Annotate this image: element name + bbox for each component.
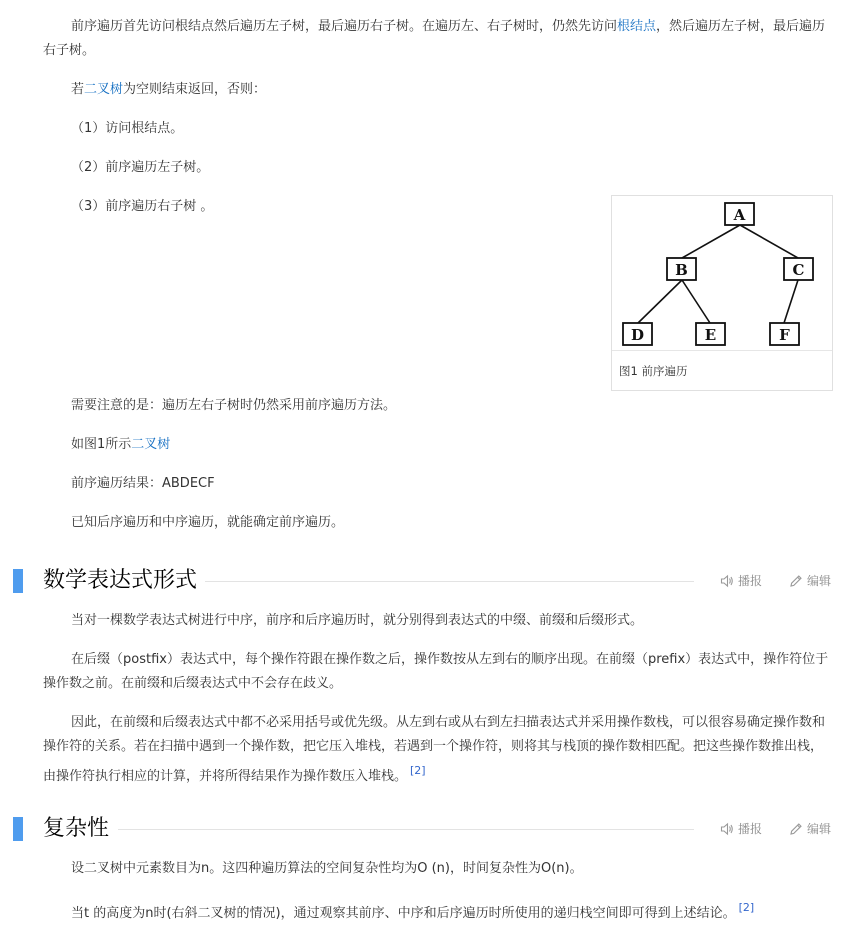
play-button[interactable]: 播报 <box>720 573 762 589</box>
edge-c-f <box>784 280 798 323</box>
section2-paragraph-2: 当t 的高度为n时(右斜二叉树的情况)，通过观察其前序、中序和后序遍历时所使用的递归栈空间即可得到上述结论。 [2] <box>71 901 755 921</box>
binary-tree-figure[interactable] <box>611 195 833 391</box>
node-d-label: D <box>630 326 645 344</box>
section-heading-math-expression <box>0 567 859 597</box>
section-title: 数学表达式形式 <box>43 568 198 593</box>
figure-reference-paragraph: 如图1所示二叉树 <box>71 437 171 452</box>
node-f-label: F <box>779 326 790 344</box>
section1-paragraph-3: 因此，在前缀和后缀表达式中都不必采用括号或优先级。从左到右或从右到左扫描表达式并采用操作数栈，可以很容易确定操作数和操作符的关系。若在扫描中遇到一个操作数，把它压入堆栈，若遇到一个操作符，则将其与栈顶的操作数相匹配。把这些操作数推出栈，由操作符执行相应的计算，并将所得结果作为操作数压入堆栈。 [2] <box>43 715 826 784</box>
node-b-label: B <box>675 261 688 279</box>
edge-a-b <box>682 225 740 258</box>
node-e-label: E <box>704 326 717 344</box>
heading-accent-bar <box>13 817 23 841</box>
edge-a-c <box>740 225 798 258</box>
node-c-label: C <box>792 261 805 279</box>
binary-tree-diagram <box>612 196 832 350</box>
section1-paragraph-2: 在后缀（postfix）表达式中，每个操作符跟在操作数之后，操作数按从左到右的顺序出现。在前缀（prefix）表达式中，操作符位于操作数之前。在前缀和后缀表达式中不会存在歧义。 <box>43 652 829 691</box>
edge-b-d <box>638 280 682 323</box>
section-title: 复杂性 <box>43 816 110 841</box>
heading-accent-bar <box>13 569 23 593</box>
speaker-icon <box>720 822 734 836</box>
reference-link-2[interactable]: [2] <box>410 764 426 777</box>
figure-caption-text: 图1 前序遍历 <box>619 364 688 378</box>
edit-button[interactable]: 编辑 <box>789 573 831 589</box>
section-heading-complexity <box>0 815 859 845</box>
section1-paragraph-1: 当对一棵数学表达式树进行中序，前序和后序遍历时，就分别得到表达式的中缀、前缀和后缀形式。 <box>71 613 644 628</box>
figure-caption <box>612 350 832 391</box>
known-paragraph: 已知后序遍历和中序遍历，就能确定前序遍历。 <box>71 515 345 530</box>
intro-paragraph-1: 前序遍历首先访问根结点然后遍历左子树，最后遍历右子树。在遍历左、右子树时，仍然先访问根结点，然后遍历左子树，最后遍历右子树。 <box>43 19 826 58</box>
pencil-icon <box>789 822 803 836</box>
root-node-link[interactable]: 根结点 <box>617 19 657 34</box>
result-paragraph: 前序遍历结果：ABDECF <box>71 476 215 491</box>
binary-tree-link-2[interactable]: 二叉树 <box>131 437 171 452</box>
binary-tree-link[interactable]: 二叉树 <box>84 82 124 97</box>
edge-b-e <box>682 280 710 323</box>
edit-button[interactable]: 编辑 <box>789 821 831 837</box>
step-1: （1）访问根结点。 <box>71 121 184 136</box>
reference-link-2[interactable]: [2] <box>738 901 755 914</box>
intro-paragraph-2: 若二叉树为空则结束返回，否则： <box>71 82 267 97</box>
heading-divider <box>118 829 694 830</box>
heading-divider <box>205 581 694 582</box>
pencil-icon <box>789 574 803 588</box>
play-button[interactable]: 播报 <box>720 821 762 837</box>
step-2: （2）前序遍历左子树。 <box>71 160 210 175</box>
step-3: （3）前序遍历右子树 。 <box>71 199 214 214</box>
speaker-icon <box>720 574 734 588</box>
note-paragraph: 需要注意的是：遍历左右子树时仍然采用前序遍历方法。 <box>71 398 397 413</box>
section2-paragraph-1: 设二叉树中元素数目为n。这四种遍历算法的空间复杂性均为O (n)，时间复杂性为O(n)。 <box>71 861 583 876</box>
node-a-label: A <box>733 206 746 224</box>
